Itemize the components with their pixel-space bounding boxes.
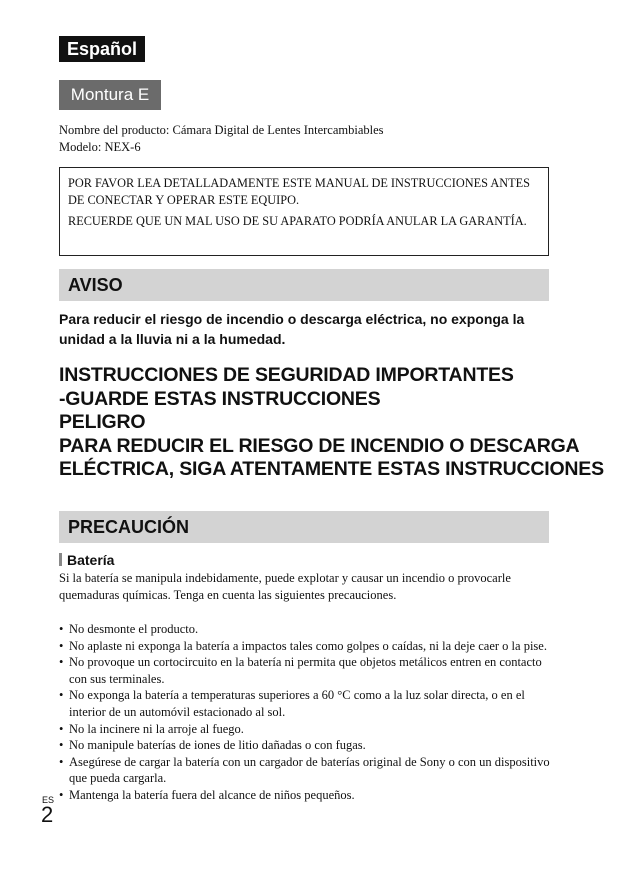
safety-instructions [59,364,604,482]
list-item: • Asegúrese de cargar la batería con un cargador de baterías original de Sony o con un dispositivo que pueda cargarla. [59,754,551,787]
notice-warranty: RECUERDE QUE UN MAL USO DE SU APARATO PODRÍA ANULAR LA GARANTÍA. [68,214,527,228]
list-item: • No manipule baterías de iones de litio dañadas o con fugas. [59,737,551,754]
safety-line-5: ELÉCTRICA, SIGA ATENTAMENTE ESTAS INSTRUCCIONES [59,458,604,480]
list-item: • No desmonte el producto. [59,621,551,638]
aviso-text: Para reducir el riesgo de incendio o descarga eléctrica, no exponga la unidad a la lluvia ni a la humedad. [59,311,525,347]
safety-line-2: -GUARDE ESTAS INSTRUCCIONES [59,387,381,410]
list-item: • No aplaste ni exponga la batería a impactos tales como golpes o caídas, ni la deje caer o la pise. [59,638,551,655]
page-number: 2 [41,802,54,827]
battery-subheading-label: Batería [67,552,115,568]
list-item: • No la incinere ni la arroje al fuego. [59,721,551,738]
battery-subheading [59,551,114,569]
list-item: • No provoque un cortocircuito en la batería ni permita que objetos metálicos entren en contacto con sus terminales. [59,654,551,687]
list-item: • No exponga la batería a temperaturas superiores a 60 °C como a la luz solar directa, o en el interior de un automóvil estacionado al sol. [59,687,551,720]
aviso-heading: AVISO [59,269,549,301]
notice-box [59,167,549,256]
battery-intro: Si la batería se manipula indebidamente, puede explotar y causar un incendio o provocarle quemaduras químicas. Tenga en cuenta las siguientes precauciones. [59,571,511,602]
safety-line-1: INSTRUCCIONES DE SEGURIDAD IMPORTANTES [59,364,514,386]
mount-tag: Montura E [59,80,161,110]
list-item: • Mantenga la batería fuera del alcance de niños pequeños. [59,787,551,804]
product-name: Nombre del producto: Cámara Digital de Lentes Intercambiables [59,123,384,137]
section-marker-icon [59,553,62,566]
battery-precautions-list [59,621,551,804]
page-language-code: ES [42,795,55,805]
product-info [59,122,384,156]
safety-line-4: PARA REDUCIR EL RIESGO DE INCENDIO O DESCARGA [59,434,580,457]
language-tag: Español [59,36,145,62]
product-model: Modelo: NEX-6 [59,140,141,154]
safety-line-3: PELIGRO [59,411,146,433]
precaucion-heading: PRECAUCIÓN [59,511,549,543]
notice-read-manual: POR FAVOR LEA DETALLADAMENTE ESTE MANUAL DE INSTRUCCIONES ANTES DE CONECTAR Y OPERAR ESTE EQUIPO. [68,176,530,207]
